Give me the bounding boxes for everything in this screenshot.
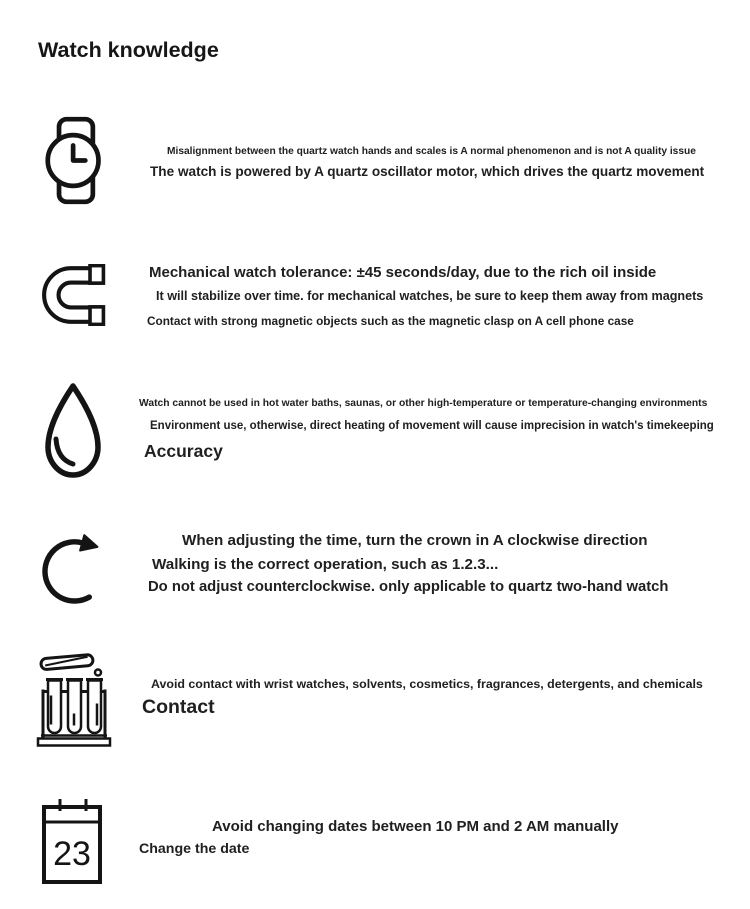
magnet-main-line: Mechanical watch tolerance: ±45 seconds/day, due to the rich oil inside [149, 264, 657, 281]
magnet-sub-line: It will stabilize over time. for mechanical watches, be sure to keep them away from magnets [156, 289, 704, 303]
contact-note-line: Avoid contact with wrist watches, solvents, cosmetics, fragrances, detergents, and chemicals [151, 677, 703, 691]
adjust-note-line: Do not adjust counterclockwise. only applicable to quartz two-hand watch [148, 579, 669, 595]
test-tubes-icon [36, 647, 112, 750]
wristwatch-icon [44, 113, 106, 208]
contact-heading: Contact [142, 696, 215, 718]
magnet-icon [40, 264, 106, 326]
accuracy-heading: Accuracy [144, 441, 223, 461]
adjust-sub-line: Walking is the correct operation, such as 1.2.3... [152, 556, 499, 573]
accuracy-note-line: Watch cannot be used in hot water baths, saunas, or other high-temperature or temperature-changing environments [139, 398, 708, 409]
water-drop-icon [40, 381, 106, 482]
quartz-note-line: Misalignment between the quartz watch hands and scales is A normal phenomenon and is not A quality issue [167, 146, 696, 157]
calendar-day-number: 23 [53, 835, 91, 873]
quartz-main-line: The watch is powered by A quartz oscillator motor, which drives the quartz movement [150, 164, 705, 179]
accuracy-sub-line: Environment use, otherwise, direct heating of movement will cause imprecision in watch's timekeeping [150, 420, 714, 432]
magnet-note-line: Contact with strong magnetic objects such as the magnetic clasp on A cell phone case [147, 314, 634, 328]
calendar-icon [40, 796, 104, 886]
clockwise-arrow-icon [39, 527, 110, 609]
date-main-line: Avoid changing dates between 10 PM and 2 AM manually [212, 818, 619, 835]
page-title: Watch knowledge [38, 38, 219, 62]
adjust-main-line: When adjusting the time, turn the crown in A clockwise direction [182, 532, 648, 549]
date-heading: Change the date [139, 841, 250, 857]
